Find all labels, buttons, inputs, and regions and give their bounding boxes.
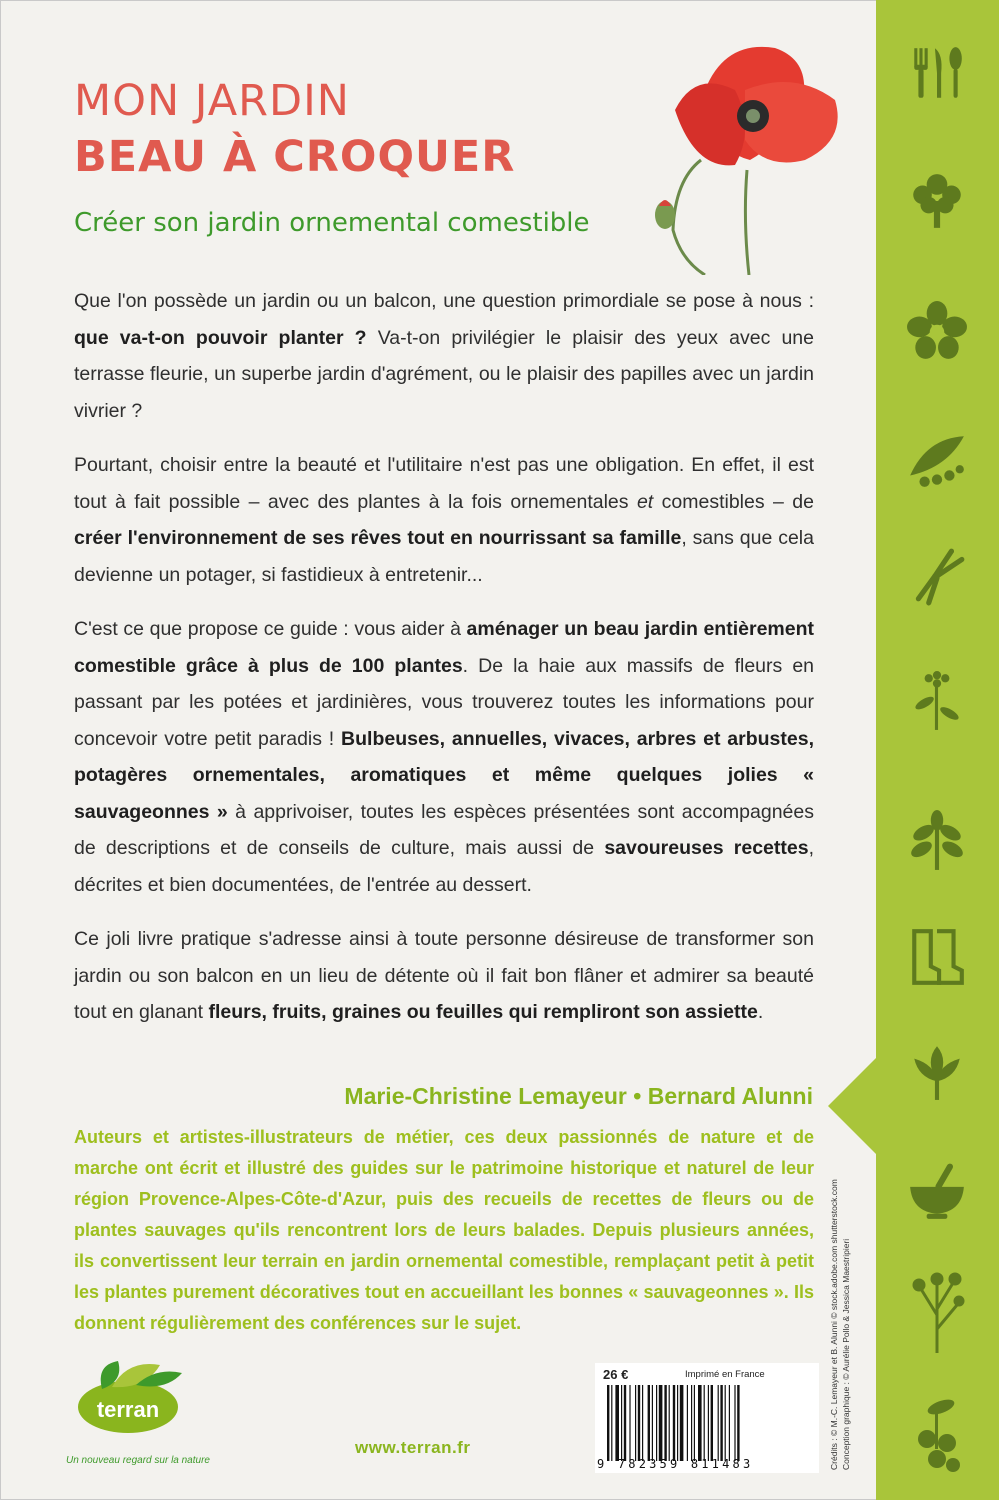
text-run: Va-t-on privilégier le plaisir des yeux avec une terrasse fleurie, un superbe jardin d'agrément, ou le plaisir des papilles avec un jardin vivrier ? [74,326,814,422]
author-bio: Auteurs et artistes-illustrateurs de métier, ces deux passionnés de nature et de marche ont écrit et illustré des guides sur le patrimoine historique et naturel de leur région Provence-Alpes-Côte-d'Azur, puis des recueils de recettes de fleurs ou de plantes sauvages qu'ils rencontrent lors de leurs balades. Depuis plusieurs années, ils convertissent leur terrain en jardin ornemental comestible, remplaçant petit à petit les plantes purement décoratives tout en accueillant les bonnes « sauvageonnes ». Ils donnent régulièrement des conférences sur le sujet. [74,1127,814,1333]
barcode-bar [680,1385,684,1461]
barcode-bar [687,1385,688,1461]
book-title-line2: BEAU À CROQUER [74,132,516,182]
terran-logo-icon [66,1355,216,1445]
icon-sidebar [876,0,999,1500]
barcode-bar [694,1385,695,1461]
barcode-bar [720,1385,722,1461]
barcode-bar [725,1385,726,1461]
text-run: C'est ce que propose ce guide : vous aider à [74,618,467,640]
paragraph-3 [74,611,814,903]
barcode-bar [629,1385,630,1461]
barcode-bar [656,1385,657,1461]
barcode-bar [677,1385,678,1461]
text-run: . [757,1001,764,1023]
bold-run: Bulbeuses, annuelles, vivaces, arbres et arbustes, potagères ornementales, aromatiques et même quelques jolies « sauvageonnes » [74,727,814,823]
barcode-bar [708,1385,709,1461]
barcode-bar [652,1385,653,1461]
barcode-bar [615,1385,619,1461]
barcode-bar [669,1385,670,1461]
price-label: 26 € [603,1367,629,1382]
pruning-shears-icon [906,545,968,607]
barcode-bar [664,1385,666,1461]
poppy-illustration [635,30,865,275]
flowering-plant-icon [906,670,968,732]
paragraph-1 [74,283,814,429]
rain-boots-icon [906,925,968,987]
bold-run: fleurs, fruits, graines ou feuilles qui rempliront son assiette [208,1001,758,1023]
barcode-bar [718,1385,719,1461]
mortar-pestle-icon [906,1160,968,1222]
barcode-bar [642,1385,643,1461]
barcode-bar [734,1385,735,1461]
barcode-bar [659,1385,663,1461]
bold-run: créer l'environnement de ses rêves tout en nourrissant sa famille [74,527,682,549]
text-run: Que l'on possède un jardin ou un balcon, une question primordiale se pose à nous : [74,290,814,312]
credits-text [828,1130,852,1470]
italic-run: et [636,490,654,513]
text-run: à apprivoiser, toutes les espèces présentées sont accompagnées de descriptions et de conseils de culture, mais aussi de [74,800,814,859]
bold-run: aménager un beau jardin entièrement comestible grâce à plus de 100 plantes [74,618,814,677]
credits-line: Crédits : © M.-C. Lemayeur et B. Alunni © stock.adobe.com shutterstock.com [829,1179,839,1470]
tree-icon [906,170,968,232]
barcode-bar [691,1385,692,1461]
printed-in-label: Imprimé en France [685,1369,765,1380]
flower-icon [906,300,968,362]
barcode-bar [704,1385,705,1461]
author-names: Marie-Christine Lemayeur • Bernard Alunni [344,1083,813,1109]
wildflowers-icon [906,1265,968,1355]
barcode-bar [673,1385,675,1461]
publisher-tagline: Un nouveau regard sur la nature [66,1455,210,1466]
barcode-bar [624,1385,626,1461]
barcode-bar [737,1385,739,1461]
barcode-bar [638,1385,640,1461]
book-subtitle: Créer son jardin ornemental comestible [74,208,590,238]
barcode-bar [698,1385,702,1461]
publisher-website[interactable]: www.terran.fr [355,1438,471,1457]
cutlery-icon [906,42,968,104]
barcode-bar [635,1385,636,1461]
lotus-icon [906,1040,968,1102]
barcode-bar [729,1385,730,1461]
text-run: Ce joli livre pratique s'adresse ainsi à toute personne désireuse de transformer son jardin ou son balcon en un lieu de détente où il fait bon flâner et admirer sa beauté tout en glanant [74,928,814,1023]
barcode-bar [648,1385,650,1461]
leafy-branch-icon [906,810,968,872]
back-cover-description [74,283,814,1049]
barcode-panel [595,1363,819,1473]
bold-run: que va-t-on pouvoir planter ? [74,326,367,349]
paragraph-4 [74,921,814,1031]
barcode-bar [611,1385,612,1461]
barcode-bar [711,1385,713,1461]
barcode-bars [605,1385,811,1461]
text-run: , sans que cela devienne un potager, si fastidieux à entretenir... [74,527,814,586]
text-run: . De la haie aux massifs de fleurs en passant par les potées et jardinières, vous trouverez toutes les informations pour concevoir votre petit paradis ! [74,654,815,750]
text-run: comestibles – de [653,490,814,513]
logo-wordmark: terran [96,1397,160,1422]
text-run: Pourtant, choisir entre la beauté et l'utilitaire n'est pas une obligation. En effet, il est tout à fait possible – avec des plantes à la fois ornementales [74,454,814,513]
barcode-bar [621,1385,622,1461]
book-title-line1: MON JARDIN [74,76,350,126]
pea-pod-icon [906,430,968,492]
berries-icon [906,1395,968,1485]
publisher-logo [66,1355,216,1475]
isbn-number: 9 782359 811483 [597,1457,754,1471]
text-run: , décrites et bien documentées, de l'entrée au dessert. [74,837,814,896]
barcode-bar [607,1385,609,1461]
credits-line: Conception graphique : © Aurélie Pollo & Jessica Maestripieri [841,1238,851,1470]
bold-run: savoureuses recettes [604,837,809,859]
paragraph-2 [74,447,814,593]
